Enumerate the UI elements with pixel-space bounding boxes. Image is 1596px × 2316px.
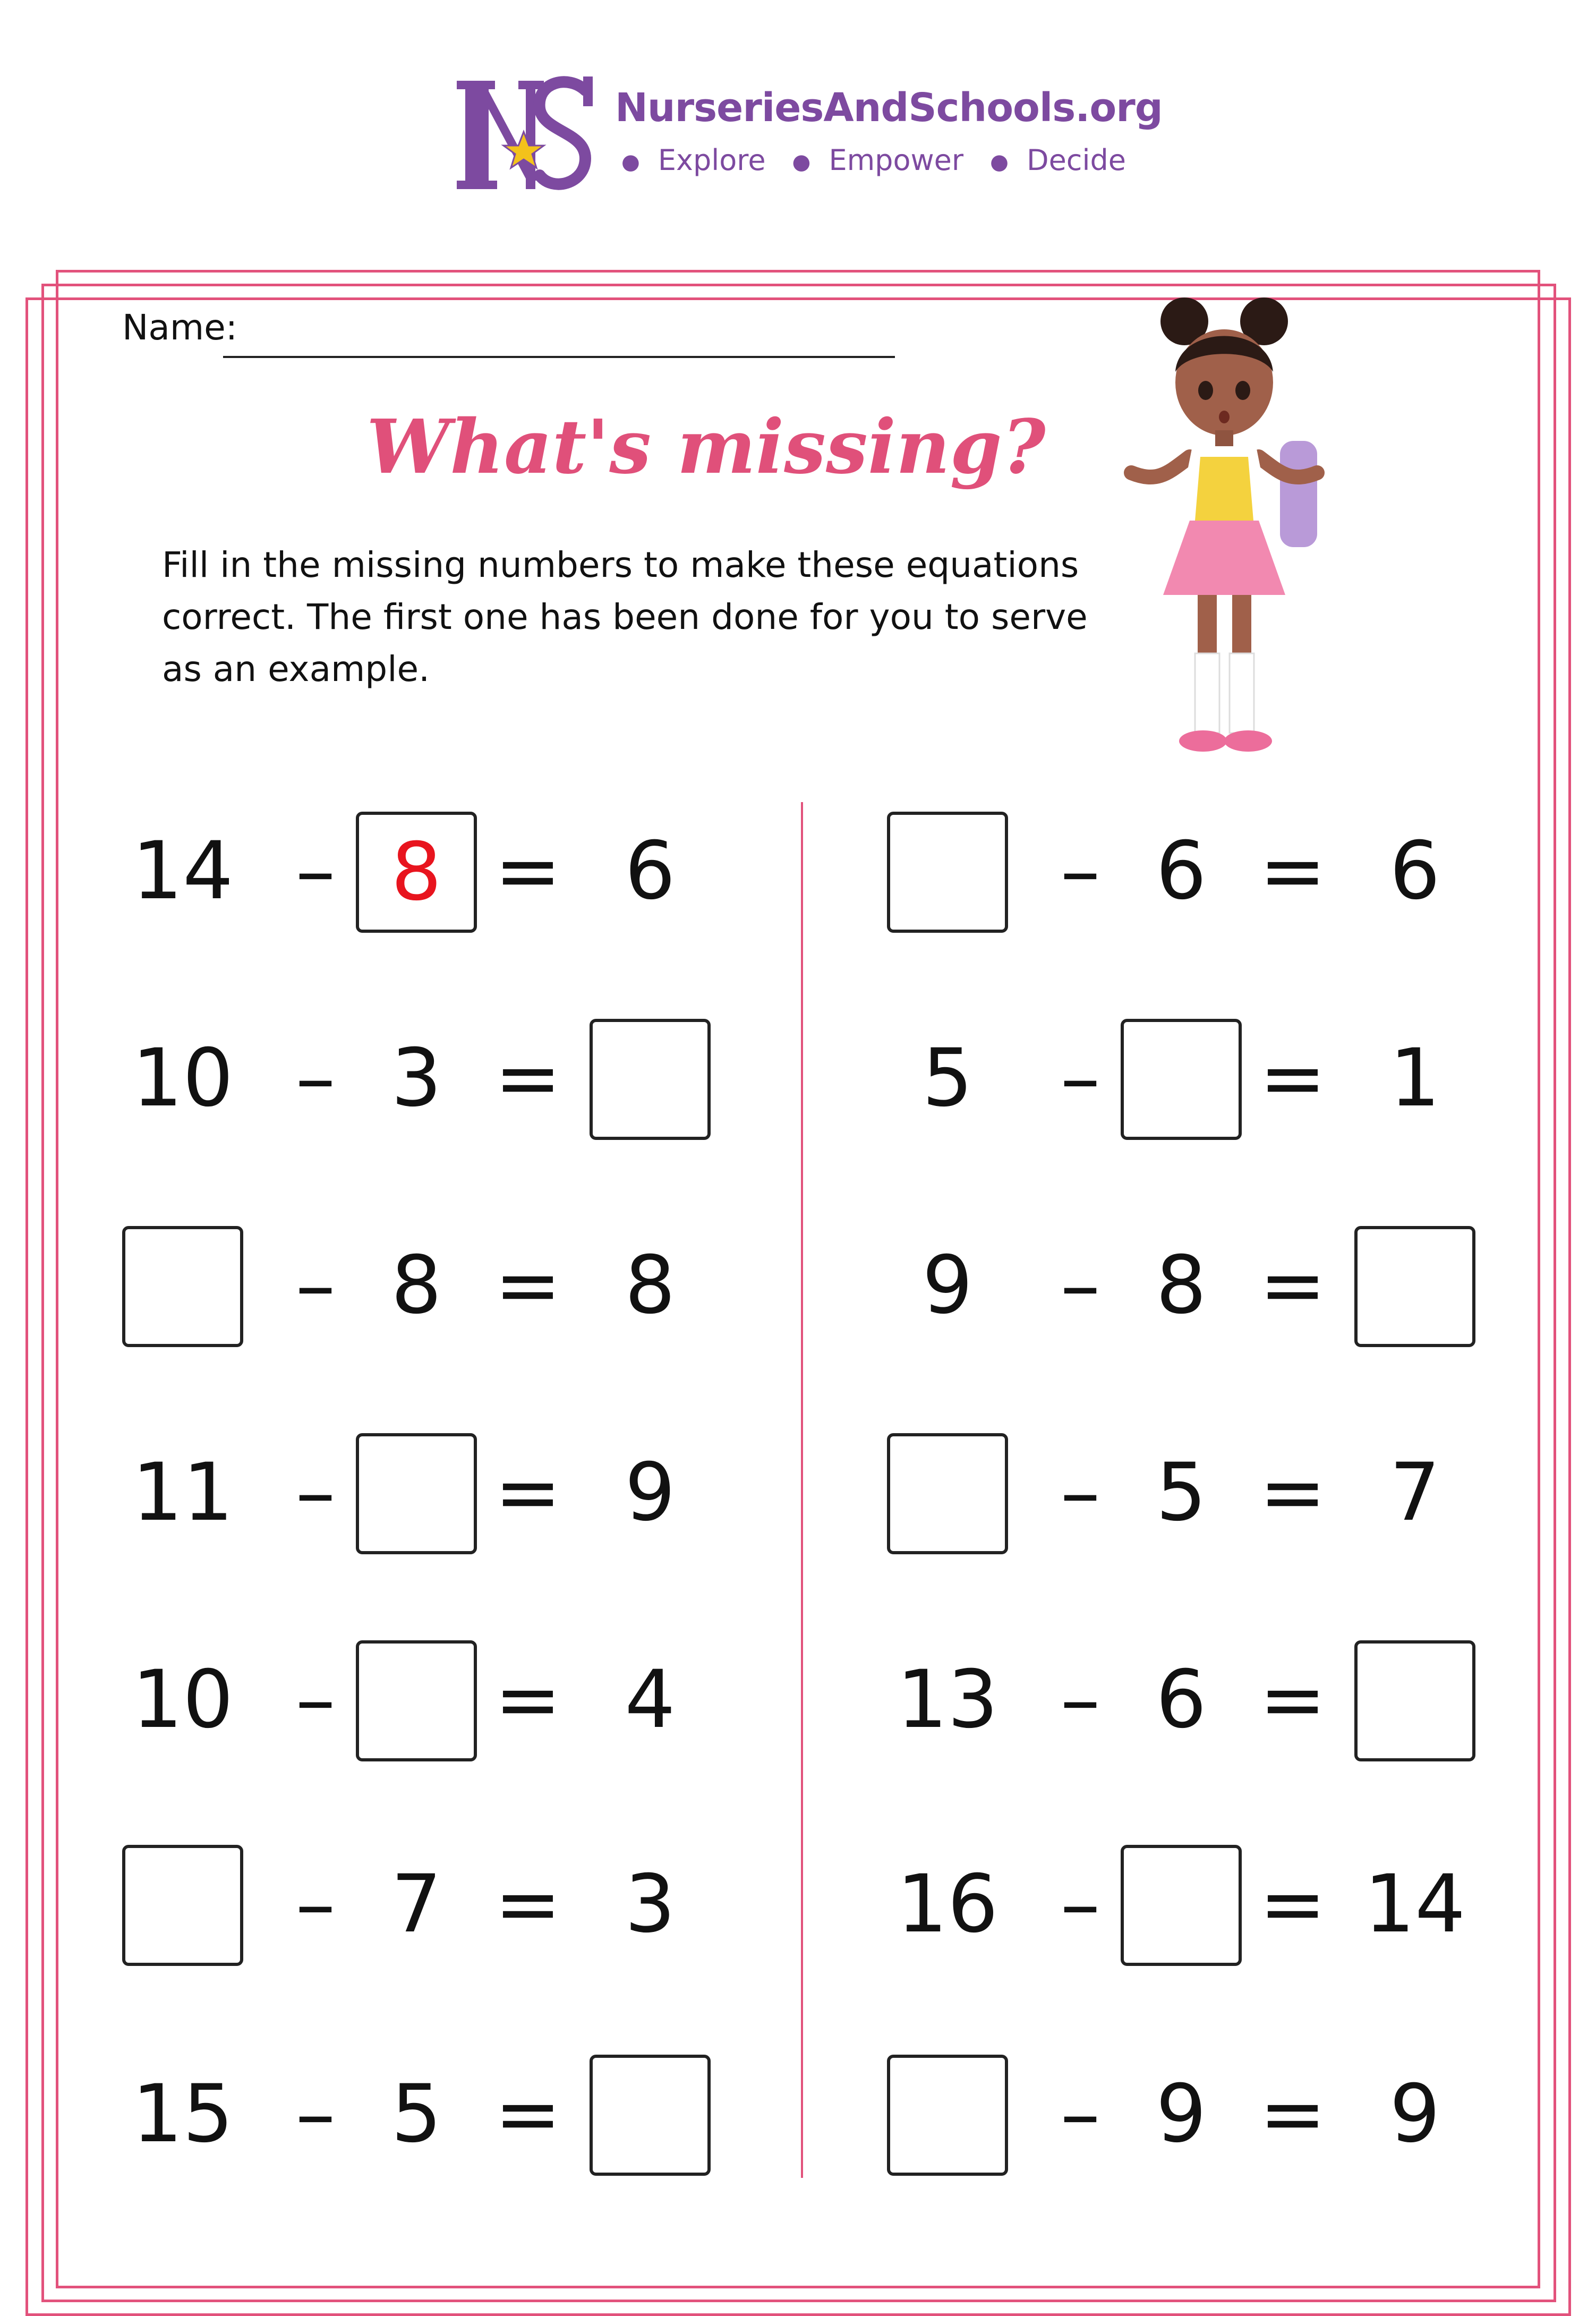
equation-number: 7 [1389, 1446, 1440, 1539]
equation-number: 9 [625, 1446, 676, 1539]
tagline-empower: Empower [829, 143, 964, 177]
equation-number: 13 [897, 1654, 998, 1746]
answer-box[interactable] [1354, 1640, 1475, 1761]
worksheet-instructions: Fill in the missing numbers to make these equations correct. The first one has been done for you to serve as an example. [162, 544, 1088, 689]
equation-row [887, 1841, 1524, 1968]
equation-row [122, 807, 759, 935]
answer-box[interactable] [122, 1226, 243, 1347]
answer-box[interactable] [590, 2055, 711, 2176]
equation-number: 6 [1156, 825, 1207, 917]
minus-sign: – [1060, 2068, 1100, 2160]
equation-number: 5 [391, 2068, 442, 2160]
answer-box[interactable] [887, 812, 1008, 933]
equals-sign: = [494, 825, 561, 917]
equation-number: 11 [132, 1446, 234, 1539]
name-label: Name: [122, 307, 237, 348]
minus-sign: – [1060, 1446, 1100, 1539]
answer-box[interactable] [887, 2055, 1008, 2176]
ns-monogram-icon [446, 69, 605, 207]
equation-number: 6 [1156, 1654, 1207, 1746]
equation-row [887, 2050, 1524, 2178]
equation-number: 8 [391, 1239, 442, 1332]
minus-sign: – [295, 1654, 336, 1746]
equation-row [887, 1429, 1524, 1556]
name-field[interactable] [223, 356, 895, 358]
equation-number: 14 [132, 825, 234, 917]
bullet-icon: ● [990, 150, 1009, 175]
equation-number: 9 [1389, 2068, 1440, 2160]
equation-number: 9 [922, 1239, 973, 1332]
answer-box[interactable] [887, 1433, 1008, 1554]
equals-sign: = [1259, 1239, 1326, 1332]
equation-number: 1 [1389, 1032, 1440, 1125]
minus-sign: – [1060, 1858, 1100, 1951]
equation-number: 5 [922, 1032, 973, 1125]
equation-row [887, 1636, 1524, 1764]
equation-number: 5 [1156, 1446, 1207, 1539]
minus-sign: – [1060, 1032, 1100, 1125]
minus-sign: – [295, 1032, 336, 1125]
equation-number: 7 [391, 1858, 442, 1951]
worksheet-title: What's missing? [366, 404, 1046, 491]
equation-number: 6 [1389, 825, 1440, 917]
equation-row [887, 1015, 1524, 1142]
equation-row [122, 1636, 759, 1764]
equals-sign: = [1259, 825, 1326, 917]
equation-row [122, 1222, 759, 1349]
equals-sign: = [1259, 1858, 1326, 1951]
minus-sign: – [295, 825, 336, 917]
equation-number: 16 [897, 1858, 998, 1951]
equation-row [122, 1841, 759, 1968]
answer-box[interactable] [122, 1845, 243, 1966]
equals-sign: = [494, 1654, 561, 1746]
minus-sign: – [295, 2068, 336, 2160]
equals-sign: = [494, 2068, 561, 2160]
equation-number: 15 [132, 2068, 234, 2160]
answer-box[interactable] [1354, 1226, 1475, 1347]
equation-number: 10 [132, 1032, 234, 1125]
equals-sign: = [494, 1032, 561, 1125]
minus-sign: – [295, 1446, 336, 1539]
minus-sign: – [1060, 1239, 1100, 1332]
equation-number: 14 [1364, 1858, 1466, 1951]
equals-sign: = [1259, 2068, 1326, 2160]
equation-number: 8 [625, 1239, 676, 1332]
minus-sign: – [295, 1858, 336, 1951]
equals-sign: = [494, 1858, 561, 1951]
equation-row [887, 807, 1524, 935]
equation-row [122, 1429, 759, 1556]
site-logo [446, 69, 1163, 207]
equation-number: 6 [625, 825, 676, 917]
shrugging-girl-illustration [1121, 297, 1386, 776]
equation-row [887, 1222, 1524, 1349]
column-divider [801, 802, 803, 2178]
minus-sign: – [295, 1239, 336, 1332]
equation-row [122, 2050, 759, 2178]
equation-number: 8 [1156, 1239, 1207, 1332]
equals-sign: = [1259, 1446, 1326, 1539]
site-tagline [621, 143, 1153, 177]
equation-number: 10 [132, 1654, 234, 1746]
minus-sign: – [1060, 1654, 1100, 1746]
bullet-icon: ● [792, 150, 811, 175]
equation-number: 4 [625, 1654, 676, 1746]
equation-number: 9 [1156, 2068, 1207, 2160]
answer-box[interactable] [590, 1019, 711, 1140]
bullet-icon: ● [621, 150, 640, 175]
equation-number: 3 [625, 1858, 676, 1951]
equation-number: 3 [391, 1032, 442, 1125]
answer-box[interactable]: 8 [356, 812, 477, 933]
site-name: NurseriesAndSchools.org [615, 85, 1163, 131]
minus-sign: – [1060, 825, 1100, 917]
equation-row [122, 1015, 759, 1142]
equals-sign: = [494, 1446, 561, 1539]
equals-sign: = [1259, 1654, 1326, 1746]
tagline-decide: Decide [1027, 143, 1126, 177]
equals-sign: = [1259, 1032, 1326, 1125]
tagline-explore: Explore [658, 143, 766, 177]
equals-sign: = [494, 1239, 561, 1332]
